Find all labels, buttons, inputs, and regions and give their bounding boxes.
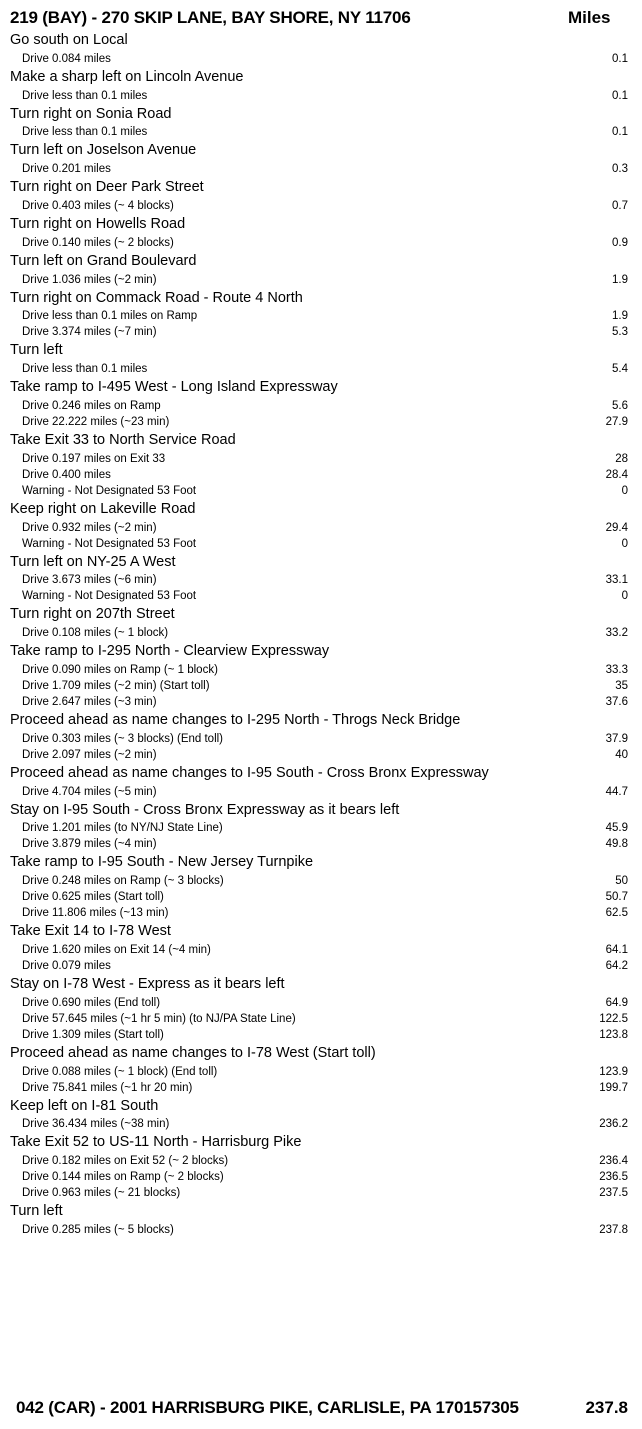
- drive-segment: [0, 1224, 642, 1240]
- drive-segment: [0, 1013, 642, 1029]
- cumulative-miles: 29.4: [605, 521, 628, 534]
- drive-segment: [0, 733, 642, 749]
- segment-description: Warning - Not Designated 53 Foot: [22, 484, 197, 497]
- drive-segment: [0, 907, 642, 923]
- cumulative-miles: 237.8: [599, 1224, 628, 1236]
- drive-segment: [0, 163, 642, 179]
- drive-segment: [0, 960, 642, 976]
- drive-segment: [0, 485, 642, 501]
- step-instruction: Turn right on Sonia Road: [10, 105, 172, 122]
- cumulative-miles: 40: [615, 748, 628, 761]
- step-instruction: Keep left on I-81 South: [10, 1097, 159, 1114]
- cumulative-miles: 123.8: [599, 1028, 628, 1041]
- drive-segment: [0, 1029, 642, 1045]
- segment-description: Drive 2.097 miles (~2 min): [22, 748, 157, 761]
- cumulative-miles: 27.9: [605, 416, 628, 428]
- drive-segment: [0, 1066, 642, 1082]
- step-instruction: Turn left on Joselson Avenue: [10, 142, 197, 159]
- cumulative-miles: 0: [621, 590, 628, 603]
- step-instruction: Take Exit 52 to US-11 North - Harrisburg Pike: [10, 1134, 302, 1151]
- drive-segment: [0, 1082, 642, 1098]
- cumulative-miles: 0.1: [612, 52, 628, 65]
- drive-segment: [0, 416, 642, 432]
- drive-segment: [0, 822, 642, 838]
- segment-description: Drive 0.144 miles on Ramp (~ 2 blocks): [22, 1171, 224, 1184]
- cumulative-miles: 5.6: [612, 400, 628, 412]
- drive-segment: [0, 838, 642, 854]
- cumulative-miles: 199.7: [599, 1081, 628, 1094]
- direction-step: [0, 1203, 642, 1224]
- segment-description: Drive 0.140 miles (~ 2 blocks): [22, 236, 174, 249]
- segment-description: Drive 0.285 miles (~ 5 blocks): [22, 1224, 174, 1236]
- drive-segment: [0, 590, 642, 606]
- cumulative-miles: 28.4: [605, 468, 628, 481]
- step-instruction: Stay on I-78 West - Express as it bears left: [10, 976, 285, 992]
- drive-segment: [0, 237, 642, 253]
- drive-segment: [0, 664, 642, 680]
- drive-segment: [0, 786, 642, 802]
- drive-segment: [0, 522, 642, 538]
- segment-description: Drive 0.201 miles: [22, 163, 111, 176]
- segment-description: Drive 3.374 miles (~7 min): [22, 326, 157, 339]
- cumulative-miles: 37.6: [605, 696, 628, 708]
- origin-address: 219 (BAY) - 270 SKIP LANE, BAY SHORE, NY 11706: [10, 8, 411, 27]
- step-instruction: Turn right on Deer Park Street: [10, 179, 204, 196]
- segment-description: Drive 3.673 miles (~6 min): [22, 574, 157, 587]
- direction-step: [0, 712, 642, 733]
- segment-description: Drive 0.625 miles (Start toll): [22, 891, 164, 904]
- cumulative-miles: 0.1: [612, 126, 628, 139]
- drive-segment: [0, 200, 642, 216]
- destination-footer: [0, 1398, 642, 1420]
- segment-description: Warning - Not Designated 53 Foot: [22, 590, 197, 603]
- step-instruction: Turn left: [10, 342, 63, 359]
- drive-segment: [0, 875, 642, 891]
- cumulative-miles: 0.1: [612, 89, 628, 102]
- segment-description: Drive 0.248 miles on Ramp (~ 3 blocks): [22, 875, 224, 888]
- cumulative-miles: 62.5: [605, 907, 628, 920]
- step-instruction: Take ramp to I-95 South - New Jersey Turnpike: [10, 854, 314, 871]
- segment-description: Drive 0.400 miles: [22, 468, 111, 481]
- drive-segment: [0, 538, 642, 554]
- cumulative-miles: 1.9: [612, 310, 628, 323]
- cumulative-miles: 45.9: [605, 822, 628, 835]
- direction-step: [0, 32, 642, 53]
- cumulative-miles: 64.1: [605, 944, 628, 956]
- segment-description: Drive 0.090 miles on Ramp (~ 1 block): [22, 664, 218, 676]
- direction-step: [0, 501, 642, 522]
- step-instruction: Take ramp to I-295 North - Clearview Expressway: [10, 643, 330, 660]
- segment-description: Drive 1.709 miles (~2 min) (Start toll): [22, 680, 210, 692]
- cumulative-miles: 37.9: [605, 732, 628, 745]
- cumulative-miles: 123.9: [599, 1065, 628, 1078]
- segment-description: Drive 0.303 miles (~ 3 blocks) (End toll): [22, 732, 224, 745]
- drive-segment: [0, 310, 642, 326]
- drive-segment: [0, 1155, 642, 1171]
- cumulative-miles: 0.9: [612, 236, 628, 249]
- direction-step: [0, 69, 642, 90]
- origin-header: [0, 8, 642, 30]
- step-instruction: Turn right on 207th Street: [10, 606, 175, 623]
- cumulative-miles: 0: [621, 484, 628, 497]
- segment-description: Drive less than 0.1 miles: [22, 126, 148, 139]
- direction-step: [0, 923, 642, 944]
- drive-segment: [0, 453, 642, 469]
- step-instruction: Take ramp to I-495 West - Long Island Expressway: [10, 379, 338, 396]
- step-instruction: Turn left on NY-25 A West: [10, 553, 176, 570]
- direction-step: [0, 179, 642, 200]
- direction-step: [0, 643, 642, 664]
- segment-description: Drive 4.704 miles (~5 min): [22, 785, 157, 798]
- direction-step: [0, 142, 642, 163]
- drive-segment: [0, 627, 642, 643]
- direction-step: [0, 379, 642, 400]
- cumulative-miles: 50.7: [605, 891, 628, 904]
- segment-description: Drive 0.182 miles on Exit 52 (~ 2 blocks): [22, 1155, 229, 1168]
- drive-segment: [0, 944, 642, 960]
- drive-segment: [0, 749, 642, 765]
- drive-segment: [0, 1171, 642, 1187]
- segment-description: Drive 22.222 miles (~23 min): [22, 416, 170, 428]
- drive-segment: [0, 274, 642, 290]
- segment-description: Drive 1.620 miles on Exit 14 (~4 min): [22, 944, 211, 956]
- segment-description: Drive 0.088 miles (~ 1 block) (End toll): [22, 1065, 218, 1078]
- direction-step: [0, 1134, 642, 1155]
- cumulative-miles: 0.7: [612, 200, 628, 212]
- step-instruction: Turn left on Grand Boulevard: [10, 252, 197, 269]
- segment-description: Drive less than 0.1 miles on Ramp: [22, 310, 198, 323]
- cumulative-miles: 5.3: [612, 326, 628, 339]
- segment-description: Drive 0.963 miles (~ 21 blocks): [22, 1187, 181, 1200]
- segment-description: Drive 0.079 miles: [22, 960, 111, 972]
- cumulative-miles: 50: [615, 875, 628, 888]
- segment-description: Drive 36.434 miles (~38 min): [22, 1118, 170, 1131]
- cumulative-miles: 236.2: [599, 1118, 628, 1131]
- step-instruction: Proceed ahead as name changes to I-78 West (Start toll): [10, 1044, 376, 1061]
- step-instruction: Take Exit 33 to North Service Road: [10, 432, 236, 448]
- cumulative-miles: 0.3: [612, 163, 628, 176]
- segment-description: Drive 1.309 miles (Start toll): [22, 1028, 164, 1041]
- segment-description: Drive 2.647 miles (~3 min): [22, 696, 157, 708]
- drive-segment: [0, 326, 642, 342]
- drive-segment: [0, 400, 642, 416]
- step-instruction: Turn left: [10, 1203, 63, 1220]
- direction-step: [0, 290, 642, 311]
- step-instruction: Turn right on Commack Road - Route 4 North: [10, 289, 303, 306]
- drive-segment: [0, 90, 642, 106]
- cumulative-miles: 237.5: [599, 1187, 628, 1200]
- drive-segment: [0, 1118, 642, 1134]
- drive-segment: [0, 126, 642, 142]
- direction-step: [0, 554, 642, 575]
- step-instruction: Proceed ahead as name changes to I-95 South - Cross Bronx Expressway: [10, 764, 489, 781]
- destination-address: 042 (CAR) - 2001 HARRISBURG PIKE, CARLISLE, PA 170157305: [16, 1398, 519, 1417]
- cumulative-miles: 33.2: [605, 627, 628, 640]
- cumulative-miles: 64.9: [605, 996, 628, 1009]
- segment-description: Drive 1.201 miles (to NY/NJ State Line): [22, 822, 223, 835]
- drive-segment: [0, 363, 642, 379]
- segment-description: Drive 0.690 miles (End toll): [22, 996, 161, 1009]
- step-instruction: Make a sharp left on Lincoln Avenue: [10, 68, 244, 85]
- segment-description: Drive 0.197 miles on Exit 33: [22, 452, 166, 465]
- direction-step: [0, 253, 642, 274]
- cumulative-miles: 33.3: [605, 664, 628, 676]
- direction-step: [0, 765, 642, 786]
- drive-segment: [0, 680, 642, 696]
- cumulative-miles: 122.5: [599, 1012, 628, 1025]
- step-instruction: Keep right on Lakeville Road: [10, 500, 196, 517]
- segment-description: Drive 0.246 miles on Ramp: [22, 400, 161, 412]
- step-instruction: Proceed ahead as name changes to I-295 North - Throgs Neck Bridge: [10, 712, 461, 728]
- cumulative-miles: 64.2: [605, 960, 628, 972]
- direction-step: [0, 1045, 642, 1066]
- cumulative-miles: 236.5: [599, 1171, 628, 1184]
- step-instruction: Take Exit 14 to I-78 West: [10, 923, 171, 940]
- segment-description: Drive 3.879 miles (~4 min): [22, 838, 157, 851]
- drive-segment: [0, 53, 642, 69]
- cumulative-miles: 49.8: [605, 838, 628, 851]
- cumulative-miles: 236.4: [599, 1155, 628, 1168]
- cumulative-miles: 5.4: [612, 363, 628, 376]
- step-instruction: Go south on Local: [10, 32, 128, 48]
- segment-description: Drive 0.084 miles: [22, 52, 111, 65]
- segment-description: Drive 11.806 miles (~13 min): [22, 907, 169, 920]
- segment-description: Drive less than 0.1 miles: [22, 89, 148, 102]
- segment-description: Drive 0.932 miles (~2 min): [22, 521, 157, 534]
- segment-description: Drive 0.108 miles (~ 1 block): [22, 627, 169, 640]
- segment-description: Drive 1.036 miles (~2 min): [22, 273, 157, 286]
- drive-segment: [0, 997, 642, 1013]
- drive-segment: [0, 1187, 642, 1203]
- cumulative-miles: 0: [621, 537, 628, 550]
- segment-description: Drive less than 0.1 miles: [22, 363, 148, 376]
- drive-segment: [0, 469, 642, 485]
- cumulative-miles: 1.9: [612, 273, 628, 286]
- drive-segment: [0, 696, 642, 712]
- cumulative-miles: 28: [615, 452, 628, 465]
- drive-segment: [0, 574, 642, 590]
- direction-step: [0, 106, 642, 127]
- direction-step: [0, 976, 642, 997]
- segment-description: Drive 75.841 miles (~1 hr 20 min): [22, 1081, 193, 1094]
- direction-step: [0, 854, 642, 875]
- total-miles: 237.8: [585, 1398, 628, 1417]
- direction-step: [0, 802, 642, 823]
- direction-step: [0, 432, 642, 453]
- segment-description: Drive 57.645 miles (~1 hr 5 min) (to NJ/PA State Line): [22, 1012, 296, 1025]
- step-instruction: Stay on I-95 South - Cross Bronx Expressway as it bears left: [10, 801, 400, 818]
- direction-step: [0, 1098, 642, 1119]
- direction-step: [0, 342, 642, 363]
- direction-step: [0, 216, 642, 237]
- cumulative-miles: 33.1: [605, 574, 628, 587]
- direction-step: [0, 606, 642, 627]
- drive-segment: [0, 891, 642, 907]
- segment-description: Warning - Not Designated 53 Foot: [22, 537, 197, 550]
- miles-column-label: Miles: [568, 8, 611, 27]
- cumulative-miles: 35: [615, 680, 628, 692]
- step-instruction: Turn right on Howells Road: [10, 216, 186, 232]
- cumulative-miles: 44.7: [605, 785, 628, 798]
- segment-description: Drive 0.403 miles (~ 4 blocks): [22, 200, 174, 212]
